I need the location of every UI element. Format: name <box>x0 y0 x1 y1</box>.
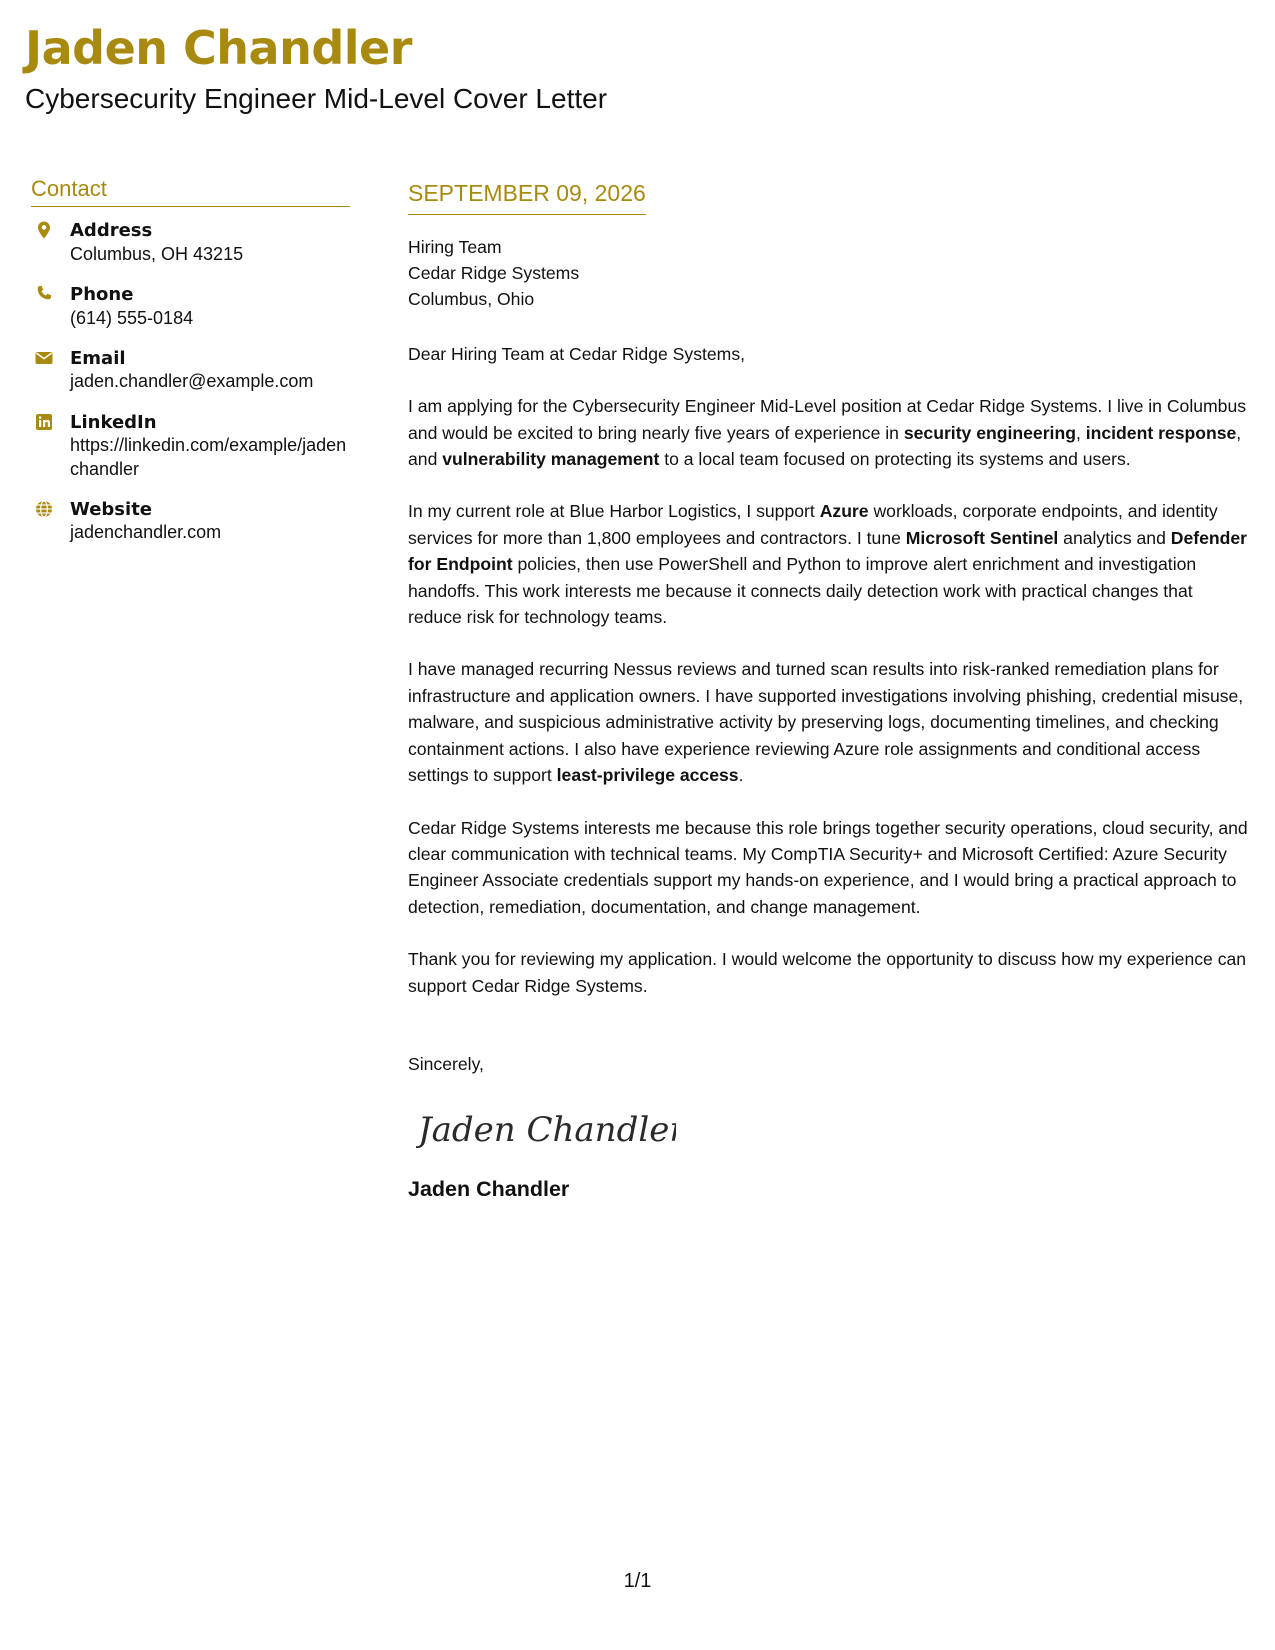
contact-label: Address <box>70 220 153 242</box>
emphasized-phrase: Azure <box>819 501 869 522</box>
emphasized-phrase: Microsoft Sentinel <box>905 527 1059 548</box>
letter-paragraph <box>408 498 1248 630</box>
globe-icon <box>34 499 54 519</box>
emphasized-phrase: incident response <box>1085 422 1237 443</box>
letter-date: SEPTEMBER 09, 2026 <box>408 180 646 215</box>
contact-item-linkedin <box>31 411 350 481</box>
letter-paragraph <box>408 393 1248 472</box>
contact-label: LinkedIn <box>70 411 157 433</box>
map-pin-icon <box>34 220 54 240</box>
paragraph-text: workloads, corporate endpoints, and identity services for more than 1,800 employees and contractors. I tune <box>408 501 1218 548</box>
salutation: Dear Hiring Team at Cedar Ridge Systems, <box>408 343 746 364</box>
linkedin-value[interactable]: https://linkedin.com/example/jadenchandler <box>70 435 347 479</box>
phone-icon <box>34 284 54 304</box>
recipient-line: Columbus, Ohio <box>408 289 535 310</box>
paragraph-text: I am applying for the Cybersecurity Engineer Mid-Level position at Cedar Ridge Systems. I live in Columbus and would be excited to bring nearly five years of experience in <box>408 396 1247 443</box>
paragraph-text: . <box>738 765 744 786</box>
contact-sidebar <box>31 176 350 562</box>
candidate-name: Jaden Chandler <box>25 21 412 75</box>
page-number: 1/1 <box>623 1570 652 1592</box>
paragraph-text: to a local team focused on protecting its systems and users. <box>659 449 1131 470</box>
website-value[interactable]: jadenchandler.com <box>70 522 222 543</box>
emphasized-phrase: least-privilege access <box>556 765 739 786</box>
emphasized-phrase: Defender for Endpoint <box>408 527 1248 575</box>
recipient-line: Cedar Ridge Systems <box>408 263 580 283</box>
letter-body <box>408 180 1248 1203</box>
paragraph-text: Thank you for reviewing my application. I would welcome the opportunity to discuss how my experience can support Cedar Ridge Systems. <box>408 949 1247 996</box>
recipient-block <box>408 234 1248 313</box>
document-subtitle: Cybersecurity Engineer Mid-Level Cover Letter <box>25 83 608 114</box>
envelope-icon <box>34 348 54 368</box>
contact-label: Phone <box>70 284 134 306</box>
email-value[interactable]: jaden.chandler@example.com <box>70 371 314 392</box>
paragraph-text: policies, then use PowerShell and Python to improve alert enrichment and investigation handoffs. This work interests me because it connects daily detection work with practical changes that reduce risk for technology teams. <box>408 554 1197 628</box>
address-value: Columbus, OH 43215 <box>70 243 244 264</box>
signature-text: Jaden Chandler <box>418 1110 676 1151</box>
closing: Sincerely, <box>408 1053 484 1074</box>
contact-list <box>31 219 350 544</box>
recipient-line: Hiring Team <box>408 236 502 257</box>
paragraph-text: In my current role at Blue Harbor Logistics, I support <box>408 501 820 522</box>
linkedin-icon <box>34 412 54 432</box>
emphasized-phrase: security engineering <box>903 422 1076 443</box>
letter-paragraph <box>408 815 1248 921</box>
contact-item-email <box>31 347 350 394</box>
signature-image <box>416 1101 676 1157</box>
paragraph-text: Cedar Ridge Systems interests me because this role brings together security operations, cloud security, and clear communication with technical teams. My CompTIA Security+ and Microsoft Certified: Azure Security Engineer Associate credentials support my hands-on experience, and I would bring a practical approach to detection, remediation, documentation, and change management. <box>408 817 1248 917</box>
contact-item-address <box>31 219 350 266</box>
contact-item-website <box>31 498 350 545</box>
letter-paragraph <box>408 656 1248 788</box>
contact-label: Website <box>70 498 153 520</box>
contact-label: Email <box>70 347 126 369</box>
contact-item-phone <box>31 283 350 330</box>
paragraph-text: I have managed recurring Nessus reviews and turned scan results into risk-ranked remediation plans for infrastructure and application owners. I have supported investigations involving phishing, credential misuse, malware, and suspicious administrative activity by preserving logs, documenting timelines, and checking containment actions. I also have experience reviewing Azure role assignments and conditional access settings to support <box>408 659 1244 786</box>
paragraph-text: analytics and <box>1058 527 1171 548</box>
paragraph-text: , <box>1075 422 1086 443</box>
paragraph-text: , and <box>408 422 1242 470</box>
letter-paragraph <box>408 946 1248 999</box>
contact-heading: Contact <box>31 176 350 207</box>
phone-value[interactable]: (614) 555-0184 <box>70 307 194 328</box>
signer-name: Jaden Chandler <box>408 1176 570 1201</box>
emphasized-phrase: vulnerability management <box>442 449 660 470</box>
